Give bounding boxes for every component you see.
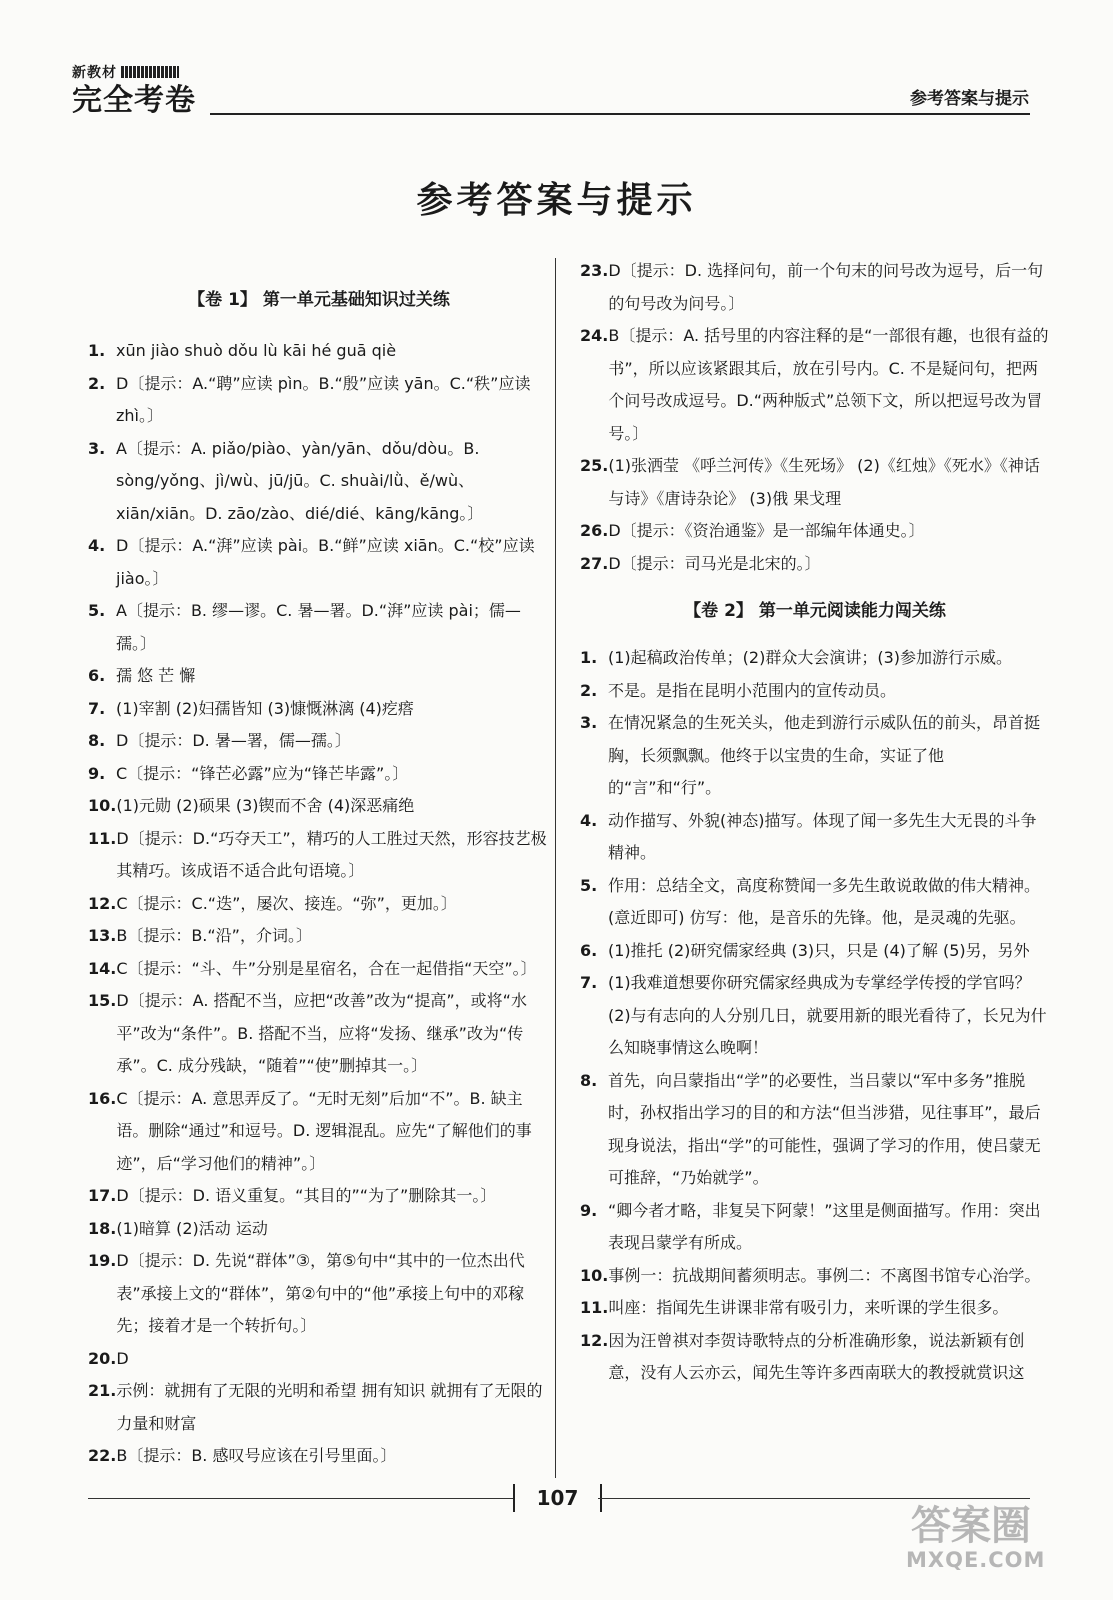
answer-number: 20.	[88, 1348, 117, 1368]
answer-number: 12.	[580, 1330, 609, 1350]
answer-number: 14.	[88, 958, 117, 978]
answer-text: (1)我难道想要你研究儒家经典成为专掌经学传授的学官吗？(2)与有志向的人分别几日，就要用新的眼光看待了，长兄为什么知晓事情这么晚啊！	[608, 973, 1047, 1057]
answer-item	[88, 660, 550, 693]
answer-item	[580, 675, 1050, 708]
answer-item	[88, 790, 550, 823]
answer-item	[580, 967, 1050, 1065]
answer-text: D〔提示：D. 先说“群体”③，第⑤句中“其中的一位杰出代表”承接上文的“群体”，第②句中的“他”承接上句中的邓稼先；接着才是一个转折句。〕	[116, 1251, 525, 1335]
section-title: 【卷 2】 第一单元阅读能力闯关练	[684, 601, 946, 621]
answer-text: D〔提示：D.“巧夺天工”，精巧的人工胜过天然，形容技艺极其精巧。该成语不适合此句语境。〕	[116, 828, 547, 880]
answer-number: 3.	[88, 438, 106, 458]
footer-rule-right	[598, 1498, 1030, 1499]
answer-item	[88, 530, 550, 595]
answer-number: 23.	[580, 261, 609, 280]
answer-text: D〔提示：《资治通鉴》是一部编年体通史。〕	[608, 521, 925, 540]
answer-item	[88, 1245, 550, 1343]
answer-number: 2.	[88, 373, 106, 393]
answer-item	[580, 707, 1050, 805]
answer-item	[88, 888, 550, 921]
answer-number: 9.	[580, 1200, 598, 1220]
answer-number: 4.	[580, 810, 598, 830]
logo-subtitle: 新教材	[72, 65, 117, 81]
answer-item	[88, 368, 550, 433]
answer-number: 22.	[88, 1446, 117, 1465]
answer-text: C〔提示：“锋芒必露”应为“锋芒毕露”。〕	[116, 763, 409, 783]
logo-title: 完全考卷	[72, 83, 196, 118]
answer-number: 15.	[88, 991, 117, 1010]
page-number: 107	[513, 1484, 602, 1512]
answer-text: (1)元勋 (2)硕果 (3)锲而不舍 (4)深恶痛绝	[116, 796, 415, 815]
answer-number: 12.	[88, 893, 117, 913]
answer-text: 首先，向吕蒙指出“学”的必要性，当吕蒙以“军中多务”推脱时，孙权指出学习的目的和方法“但当涉猎，见往事耳”，最后现身说法，指出“学”的可能性，强调了学习的作用，使吕蒙无可推辞，“乃始就学”。	[608, 1070, 1041, 1187]
answer-text: 不是。是指在昆明小范围内的宣传动员。	[608, 680, 897, 700]
answer-item	[88, 1180, 550, 1213]
answer-number: 8.	[580, 1070, 598, 1090]
answer-item	[88, 1083, 550, 1181]
answer-text: C〔提示：C.“迭”，屡次、接连。“弥”，更加。〕	[116, 893, 457, 913]
answer-item	[580, 1065, 1050, 1195]
answer-text: D〔提示：A.“聘”应读 pìn。B.“殷”应读 yān。C.“秩”应读 zhì。〕	[116, 373, 531, 425]
answer-item	[88, 985, 550, 1083]
answer-item	[580, 935, 1050, 968]
answer-number: 1.	[580, 648, 598, 667]
answer-item	[88, 1440, 550, 1473]
logo-barcode-decoration	[121, 66, 179, 78]
answer-item	[88, 725, 550, 758]
answer-item	[88, 693, 550, 726]
answer-text: A〔提示：A. piǎo/piào、yàn/yān、dǒu/dòu。B. sòng/yǒng、jì/wù、jū/jū。C. shuài/lǜ、ě/wù、xiān/xiān。D. zāo/zào、dié/dié、kāng/kāng。〕	[116, 438, 484, 523]
column-divider	[555, 258, 556, 1478]
answer-text: C〔提示：A. 意思弄反了。“无时无刻”后加“不”。B. 缺主语。删除“通过”和逗号。D. 逻辑混乱。应先“了解他们的事迹”，后“学习他们的精神”。〕	[116, 1088, 532, 1173]
answer-text: (1)暗算 (2)活动 运动	[116, 1218, 268, 1238]
answer-text: (1)推托 (2)研究儒家经典 (3)只，只是 (4)了解 (5)另，另外	[608, 940, 1030, 960]
answer-number: 17.	[88, 1186, 117, 1205]
answer-item	[88, 1375, 550, 1440]
answer-number: 6.	[580, 940, 598, 960]
answer-item	[88, 1213, 550, 1246]
answer-item	[580, 805, 1050, 870]
answer-text: B〔提示：B. 感叹号应该在引号里面。〕	[116, 1446, 397, 1465]
answer-number: 7.	[580, 973, 598, 992]
answer-item	[88, 335, 550, 368]
answer-text: (1)宰割 (2)妇孺皆知 (3)慷慨淋漓 (4)疙瘩	[116, 698, 414, 718]
answer-item	[88, 433, 550, 531]
answer-number: 2.	[580, 680, 598, 700]
answer-number: 1.	[88, 341, 106, 360]
answer-text: B〔提示：A. 括号里的内容注释的是“一部很有趣，也很有益的书”，所以应该紧跟其后，放在引号内。C. 不是疑问句，把两个问号改成逗号。D.“两种版式”总领下文，所以把逗号改为冒号。〕	[608, 326, 1049, 443]
answer-text: 作用：总结全文，高度称赞闻一多先生敢说敢做的伟大精神。(意近即可) 仿写：他，是音乐的先锋。他，是灵魂的先驱。	[608, 875, 1041, 927]
answer-text: (1)起稿政治传单；(2)群众大会演讲；(3)参加游行示威。	[608, 648, 1012, 667]
answer-item	[580, 255, 1050, 320]
answer-number: 19.	[88, 1251, 117, 1270]
footer-rule-left	[88, 1498, 513, 1499]
answer-number: 26.	[580, 521, 609, 540]
answer-text: B〔提示：B.“沿”，介词。〕	[116, 926, 312, 945]
answer-number: 25.	[580, 456, 609, 475]
answer-text: C〔提示：“斗、牛”分别是星宿名，合在一起借指“天空”。〕	[116, 958, 537, 978]
brand-logo	[72, 62, 212, 118]
watermark-logo	[906, 1503, 1046, 1572]
answer-list	[88, 335, 550, 1473]
answer-item	[580, 1195, 1050, 1260]
answer-item	[580, 320, 1050, 450]
page-title: 参考答案与提示	[416, 180, 697, 221]
answer-text: D〔提示：A. 搭配不当，应把“改善”改为“提高”，或将“水平”改为“条件”。B. 搭配不当，应将“发扬、继承”改为“传承”。C. 成分残缺，“随着”“使”删掉其一。〕	[116, 991, 527, 1075]
answer-text: xūn jiào shuò dǒu lù kāi hé guā qiè	[116, 341, 397, 360]
answer-item	[580, 1292, 1050, 1325]
answer-number: 10.	[88, 796, 117, 815]
answer-text: 孺 悠 芒 懈	[116, 666, 196, 685]
answer-text: 示例：就拥有了无限的光明和希望 拥有知识 就拥有了无限的力量和财富	[116, 1381, 543, 1433]
answer-text: D〔提示：司马光是北宋的。〕	[608, 553, 821, 573]
section-title: 【卷 1】 第一单元基础知识过关练	[188, 290, 450, 310]
answer-number: 5.	[88, 601, 106, 620]
answer-item	[580, 1260, 1050, 1293]
answer-text: 在情况紧急的生死关头，他走到游行示威队伍的前头，昂首挺胸，长须飘飘。他终于以宝贵的生命，实证了他的“言”和“行”。	[608, 713, 1041, 797]
right-column	[580, 255, 1050, 1390]
answer-text: D	[116, 1348, 129, 1368]
answer-number: 8.	[88, 731, 106, 750]
answer-item	[88, 595, 550, 660]
answer-number: 11.	[580, 1298, 609, 1317]
answer-item	[88, 758, 550, 791]
answer-number: 6.	[88, 666, 106, 685]
answer-text: 叫座：指闻先生讲课非常有吸引力，来听课的学生很多。	[608, 1298, 1009, 1317]
watermark-text: 答案圈	[911, 1503, 1031, 1549]
answer-text: D〔提示：D. 选择问句，前一个句末的问号改为逗号，后一句的句号改为问号。〕	[608, 261, 1044, 313]
answer-number: 10.	[580, 1265, 609, 1285]
answer-item	[88, 920, 550, 953]
answer-number: 7.	[88, 698, 106, 718]
answer-item	[580, 1325, 1050, 1390]
answer-list	[580, 255, 1050, 580]
answer-number: 9.	[88, 763, 106, 783]
left-column	[88, 255, 550, 1473]
answer-number: 3.	[580, 713, 598, 732]
answer-item	[88, 953, 550, 986]
answer-number: 13.	[88, 926, 117, 945]
answer-item	[580, 642, 1050, 675]
answer-item	[580, 548, 1050, 581]
answer-number: 27.	[580, 553, 609, 573]
header-rule	[210, 113, 1030, 115]
answer-text: D〔提示：D. 暑—署，儒—孺。〕	[116, 731, 351, 750]
answer-text: A〔提示：B. 缪—谬。C. 暑—署。D.“湃”应读 pài；儒—孺。〕	[116, 601, 521, 653]
answer-item	[88, 823, 550, 888]
answer-text: D〔提示：D. 语义重复。“其目的”“为了”删除其一。〕	[116, 1186, 497, 1205]
running-header: 参考答案与提示	[910, 89, 1029, 109]
answer-number: 11.	[88, 828, 117, 848]
answer-item	[88, 1343, 550, 1376]
answer-item	[580, 870, 1050, 935]
answer-number: 21.	[88, 1381, 117, 1400]
answer-text: (1)张洒莹 《呼兰河传》《生死场》 (2)《红烛》《死水》《神话与诗》《唐诗杂论》 (3)俄 果戈理	[608, 456, 1040, 508]
answer-text: D〔提示：A.“湃”应读 pài。B.“鲜”应读 xiān。C.“校”应读 jiào。〕	[116, 536, 535, 588]
answer-item	[580, 450, 1050, 515]
answer-text: 因为汪曾祺对李贺诗歌特点的分析准确形象，说法新颖有创意，没有人云亦云，闻先生等许多西南联大的教授就赏识这	[608, 1330, 1025, 1382]
answer-number: 24.	[580, 326, 609, 345]
answer-number: 16.	[88, 1088, 117, 1108]
watermark-url: MXQE.COM	[906, 1548, 1046, 1572]
answer-text: 动作描写、外貌(神态)描写。体现了闻一多先生大无畏的斗争精神。	[608, 810, 1037, 862]
answer-text: 事例一：抗战期间蓄须明志。事例二：不离图书馆专心治学。	[608, 1265, 1041, 1285]
answer-list	[580, 642, 1050, 1390]
answer-number: 4.	[88, 536, 106, 555]
answer-number: 5.	[580, 875, 598, 895]
answer-item	[580, 515, 1050, 548]
answer-text: “卿今者才略，非复吴下阿蒙！”这里是侧面描写。作用：突出表现吕蒙学有所成。	[608, 1200, 1041, 1252]
answer-number: 18.	[88, 1218, 117, 1238]
